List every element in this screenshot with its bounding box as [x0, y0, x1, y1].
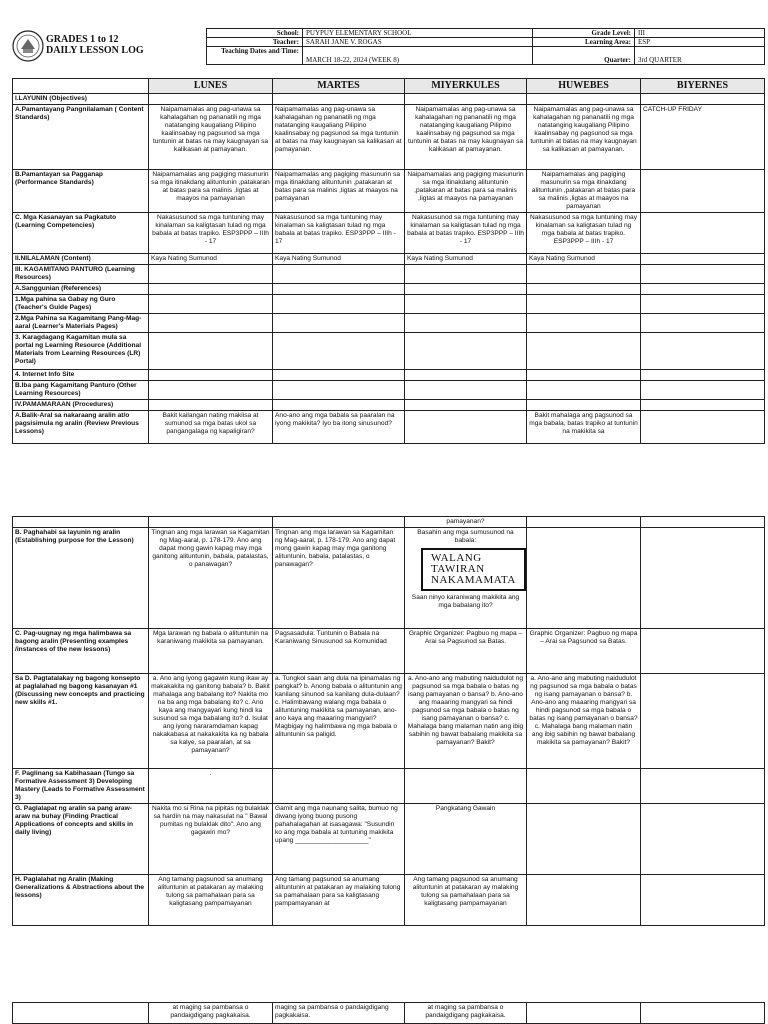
- sign-intro-text: Basahin ang mga sumusunod na babala:: [417, 529, 514, 544]
- table-row: [13, 400, 765, 411]
- lesson-cell-biyernes: [641, 875, 765, 926]
- lesson-cell-huwebes: Nakasusunod sa mga tuntuning may kinalaman sa kaligtasan tulad ng mga babala at batas trapiko. ESP3PPP – IIIh - 17: [527, 213, 641, 254]
- lesson-cell-miyerkules: [405, 295, 527, 314]
- lesson-cell-lunes: [149, 295, 273, 314]
- table-row: [13, 1003, 765, 1024]
- day-header-biyernes: BIYERNES: [641, 79, 765, 94]
- lesson-cell-martes: [273, 400, 405, 411]
- lesson-cell-lunes: [149, 370, 273, 381]
- table-row: [13, 381, 765, 400]
- lesson-cell-miyerkules: Naipamamalas ang pagiging masunurin sa mga itinakdang alituntunin ,patakaran at batas para sa malinis ,ligtas at maayos na pamayanan: [405, 170, 527, 213]
- table-row: [13, 629, 765, 674]
- lesson-table-page-3: [12, 1002, 764, 1024]
- row-label: 4. Internet Info Site: [13, 370, 149, 381]
- lesson-table-page-2: [12, 516, 764, 926]
- teacher-label: Teacher:: [207, 38, 303, 47]
- warning-sign-line: TAWIRAN: [431, 563, 485, 575]
- table-row: [13, 170, 765, 213]
- lesson-cell-miyerkules: Naipamamalas ang pag-unawa sa kahalagahan ng pananatili ng mga natatanging kaugaliang Pilipino kaalinsabay ng pagsunod sa mga tuntunin at batas na may kaugnayan sa kalikasan at pamayanan.: [405, 105, 527, 170]
- day-header-miyerkules: MIYERKULES: [405, 79, 527, 94]
- lesson-cell-biyernes: [641, 411, 765, 444]
- lesson-cell-miyerkules: [405, 381, 527, 400]
- row-label: G. Paglalapat ng aralin sa pang araw-araw na buhay (Finding Practical Applications of concepts and skills in daily living): [13, 804, 149, 875]
- quarter-value: 3rd QUARTER: [635, 47, 765, 65]
- lesson-cell-lunes: .: [149, 769, 273, 804]
- lesson-cell-miyerkules: [405, 94, 527, 105]
- row-label: [13, 1003, 149, 1024]
- lesson-cell-miyerkules: [405, 769, 527, 804]
- lesson-cell-miyerkules: pamayanan?: [405, 517, 527, 528]
- lesson-cell-huwebes: Naipamamalas ang pagiging masunurin sa mga itinakdang alituntunin ,patakaran at batas para sa malinis ,ligtas at maayos na pamayanan: [527, 170, 641, 213]
- lesson-cell-miyerkules: [405, 333, 527, 370]
- lesson-cell-martes: Nakasusunod sa mga tuntuning may kinalaman sa kaligtasan tulad ng mga babala at batas trapiko. ESP3PPP – IIIh - 17: [273, 213, 405, 254]
- table-row: [13, 94, 765, 105]
- table-row: [13, 105, 765, 170]
- lesson-cell-miyerkules: Nakasusunod sa mga tuntuning may kinalaman sa kaligtasan tulad ng mga babala at batas trapiko. ESP3PPP – IIIh - 17: [405, 213, 527, 254]
- lesson-cell-huwebes: [527, 284, 641, 295]
- title-line-2: DAILY LESSON LOG: [46, 45, 144, 56]
- lesson-cell-lunes: Tingnan ang mga larawan sa Kagamitan ng Mag-aaral, p. 178-179. Ano ang dapat mong gawin kapag may mga ganitong alituntunin, babala, patalastas, o panawagan?: [149, 528, 273, 629]
- lesson-cell-lunes: Nakita mo si Rina na pipitas ng bulaklak sa hardin na may nakasulat na " Bawal pumitas ng bulaklak dito". Ano ang gagawin mo?: [149, 804, 273, 875]
- lesson-cell-miyerkules: [405, 528, 527, 629]
- lesson-cell-huwebes: Naipamamalas ang pag-unawa sa kahalagahan ng pananatili ng mga natatanging kaugaliang Pilipino kaalinsabay ng pagsunod sa mga tuntunin at batas na may kaugnayan sa kalikasan at pamayanan.: [527, 105, 641, 170]
- lesson-cell-biyernes: [641, 295, 765, 314]
- lesson-cell-miyerkules: [405, 314, 527, 333]
- lesson-cell-martes: maging sa pambansa o pandaigdigang pagkakaisa.: [273, 1003, 405, 1024]
- dates-label: Teaching Dates and Time:: [207, 47, 303, 65]
- lesson-cell-huwebes: [527, 875, 641, 926]
- row-label: 2.Mga Pahina sa Kagamitang Pang-Mag-aaral (Learner's Materials Pages): [13, 314, 149, 333]
- lesson-cell-huwebes: [527, 1003, 641, 1024]
- lesson-cell-huwebes: [527, 381, 641, 400]
- row-label: C. Mga Kasanayan sa Pagkatuto (Learning Competencies): [13, 213, 149, 254]
- lesson-cell-lunes: Mga larawan ng babala o alituntunin na karaniwang makikita sa pamayanan.: [149, 629, 273, 674]
- table-row: [13, 769, 765, 804]
- school-value: PUYPUY ELEMENTARY SCHOOL: [303, 29, 533, 38]
- lesson-cell-huwebes: [527, 370, 641, 381]
- row-label: I.LAYUNIN (Objectives): [13, 94, 149, 105]
- area-label: Learning Area:: [533, 38, 635, 47]
- lesson-cell-lunes: Kaya Nating Sumunod: [149, 254, 273, 265]
- row-label: Sa D. Pagtatalakay ng bagong konsepto at paglalahad ng bagong kasanayan #1 (Discussing new concepts and practicing new skills #1.: [13, 674, 149, 769]
- lesson-cell-martes: a. Tungkol saan ang dula na ipinamalas ng pangkat? b. Anong babala o alituntunin ang kanilang sinunod sa kanilang dula-dulaan? c. Halimbawang walang mga babala o alituntuning makikita sa pamayanan, ano-ano kaya ang maaaring mangyari? Magbigay ng halimbawa ng mga babala o alituntunin sa paligid.: [273, 674, 405, 769]
- lesson-cell-lunes: Naipamamalas ang pag-unawa sa kahalagahan ng pananatili ng mga natatanging kaugaliang Pilipino kaalinsabay ng pagsunod sa mga tuntunin at batas na may kaugnayan sa kalikasan at pamayanan.: [149, 105, 273, 170]
- table-row: [13, 213, 765, 254]
- row-label: A.Balik-Aral sa nakaraang aralin at/o pagsisimula ng aralin (Review Previous Lessons): [13, 411, 149, 444]
- lesson-cell-martes: [273, 314, 405, 333]
- lesson-cell-huwebes: [527, 333, 641, 370]
- lesson-cell-biyernes: CATCH-UP FRIDAY: [641, 105, 765, 170]
- lesson-cell-huwebes: [527, 769, 641, 804]
- lesson-cell-martes: [273, 517, 405, 528]
- lesson-cell-martes: [273, 295, 405, 314]
- lesson-cell-lunes: [149, 94, 273, 105]
- lesson-cell-huwebes: [527, 295, 641, 314]
- lesson-cell-huwebes: a. Ano-ano ang mabuting naidudulot ng pagsunod sa mga babala o batas ng isang pamayanan o bansa? b. Ano-ano ang maaaring mangyari sa hindi pagsunod sa mga babala o batas ng isang pamayanan o bansa? c. Mahalaga bang malaman natin ang ibig sabihin ng bawat babalang makikita sa pamayanan? Bakit?: [527, 674, 641, 769]
- lesson-cell-martes: [273, 265, 405, 284]
- lesson-cell-biyernes: [641, 284, 765, 295]
- lesson-cell-lunes: at maging sa pambansa o pandaigdigang pagkakaisa.: [149, 1003, 273, 1024]
- lesson-cell-martes: Kaya Nating Sumunod: [273, 254, 405, 265]
- lesson-cell-martes: Ang tamang pagsunod sa anumang alituntunin at patakaran ay malaking tulong sa pamahalaan para sa kaligtasang pampamayanan at: [273, 875, 405, 926]
- table-row: [13, 674, 765, 769]
- lesson-table: [12, 78, 765, 444]
- warning-sign-line: WALANG: [431, 552, 482, 564]
- lesson-cell-huwebes: Bakit mahalaga ang pagsunod sa mga babala, batas trapiko at tuntunin na makikita sa: [527, 411, 641, 444]
- lesson-cell-biyernes: [641, 314, 765, 333]
- lesson-cell-miyerkules: [405, 284, 527, 295]
- day-header-lunes: LUNES: [149, 79, 273, 94]
- lesson-cell-miyerkules: [405, 265, 527, 284]
- warning-sign-box: [421, 548, 526, 591]
- lesson-cell-lunes: [149, 284, 273, 295]
- document-title: [46, 34, 144, 56]
- day-header-martes: MARTES: [273, 79, 405, 94]
- deped-seal-icon: [12, 30, 44, 62]
- lesson-cell-biyernes: [641, 629, 765, 674]
- lesson-cell-biyernes: [641, 265, 765, 284]
- lesson-cell-martes: Pagsasadula: Tuntunin o Babala na Karaniwang Sinusunod sa Komunidad: [273, 629, 405, 674]
- lesson-cell-lunes: [149, 400, 273, 411]
- lesson-cell-martes: Naipamamalas ang pagiging masunurin sa mga itinakdang alituntunin ,patakaran at batas para sa malinis ,ligtas at maayos na pamayanan: [273, 170, 405, 213]
- area-value: ESP: [635, 38, 765, 47]
- lesson-cell-miyerkules: Pangkatang Gawain: [405, 804, 527, 875]
- warning-sign-line: NAKAMAMATA: [431, 574, 516, 586]
- lesson-cell-biyernes: [641, 381, 765, 400]
- table-row: [13, 370, 765, 381]
- school-label: School:: [207, 29, 303, 38]
- row-label: B. Paghahabi sa layunin ng aralin (Establishing purpose for the Lesson): [13, 528, 149, 629]
- lesson-cell-biyernes: [641, 370, 765, 381]
- lesson-cell-miyerkules: a. Ano-ano ang mabuting naidudulot ng pagsunod sa mga babala o batas ng isang pamayanan o bansa? b. Ano-ano ang maaaring mangyari sa hindi pagsunod sa mga babala o batas ng isang pamayanan o bansa? c. Mahalaga bang malaman natin ang ibig sabihin ng bawat babalang makikita sa pamayanan? Bakit?: [405, 674, 527, 769]
- lesson-cell-miyerkules: [405, 400, 527, 411]
- table-row: [13, 875, 765, 926]
- lesson-cell-miyerkules: [405, 370, 527, 381]
- lesson-cell-biyernes: [641, 400, 765, 411]
- table-row: [13, 804, 765, 875]
- lesson-cell-biyernes: [641, 333, 765, 370]
- lesson-log-header: [12, 28, 764, 70]
- table-row: [13, 517, 765, 528]
- quarter-label: Quarter:: [533, 47, 635, 65]
- lesson-cell-biyernes: [641, 804, 765, 875]
- lesson-cell-huwebes: Graphic Organizer: Pagbuo ng mapa – Arai sa Pagsunod sa Batas.: [527, 629, 641, 674]
- row-label: B.Iba pang Kagamitang Panturo (Other Learning Resources): [13, 381, 149, 400]
- lesson-cell-miyerkules: [405, 411, 527, 444]
- lesson-cell-martes: [273, 381, 405, 400]
- lesson-cell-biyernes: [641, 528, 765, 629]
- row-label: II.NILALAMAN (Content): [13, 254, 149, 265]
- row-label: A.Sanggunian (References): [13, 284, 149, 295]
- lesson-cell-huwebes: Kaya Nating Sumunod: [527, 254, 641, 265]
- lesson-cell-huwebes: [527, 314, 641, 333]
- row-label: H. Paglalahat ng Aralin (Making Generalizations & Abstractions about the lessons): [13, 875, 149, 926]
- lesson-cell-lunes: Bakit kailangan nating makiisa at sumunod sa mga batas ukol sa pangangalaga ng kapaligiran?: [149, 411, 273, 444]
- grade-value: III: [635, 29, 765, 38]
- row-label: 1.Mga pahina sa Gabay ng Guro (Teacher's Guide Pages): [13, 295, 149, 314]
- lesson-cell-lunes: Naipamamalas ang pagiging masunurin sa mga itinakdang alituntunin ,patakaran at batas para sa malinis ,ligtas at maayos na pamayanan: [149, 170, 273, 213]
- lesson-cell-huwebes: [527, 804, 641, 875]
- row-label: [13, 517, 149, 528]
- lesson-cell-biyernes: [641, 517, 765, 528]
- lesson-cell-martes: Naipamamalas ang pag-unawa sa kahalagahan ng pananatili ng mga natatanging kaugaliang Pilipino kaalinsabay ng pagsunod sa mga tuntunin at batas na may kaugnayan sa kalikasan at pamayanan.: [273, 105, 405, 170]
- table-row: [13, 333, 765, 370]
- day-header-huwebes: HUWEBES: [527, 79, 641, 94]
- table-row: [13, 314, 765, 333]
- lesson-cell-biyernes: [641, 254, 765, 265]
- row-label: F. Paglinang sa Kabihasaan (Tungo sa Formative Assessment 3) Developing Mastery (Leads to Formative Assessment 3): [13, 769, 149, 804]
- table-row: [13, 284, 765, 295]
- lesson-cell-huwebes: [527, 94, 641, 105]
- dates-value: MARCH 18-22, 2024 (WEEK 8): [303, 47, 533, 65]
- lesson-cell-huwebes: [527, 400, 641, 411]
- lesson-cell-miyerkules: Graphic Organizer: Pagbuo ng mapa – Arai sa Pagsunod sa Batas.: [405, 629, 527, 674]
- lesson-cell-martes: [273, 333, 405, 370]
- table-row: [13, 265, 765, 284]
- row-label: 3. Karagdagang Kagamitan mula sa portal ng Learning Resource (Additional Materials from Learning Resources (LR) Portal): [13, 333, 149, 370]
- row-label: C. Pag-uugnay ng mga halimbawa sa bagong aralin (Presenting examples /instances of the new lessons): [13, 629, 149, 674]
- lesson-cell-biyernes: [641, 213, 765, 254]
- lesson-cell-biyernes: [641, 170, 765, 213]
- row-label: IV.PAMAMARAAN (Procedures): [13, 400, 149, 411]
- lesson-cell-lunes: [149, 381, 273, 400]
- lesson-cell-biyernes: [641, 674, 765, 769]
- lesson-cell-miyerkules: at maging sa pambansa o pandaigdigang pagkakaisa.: [405, 1003, 527, 1024]
- lesson-cell-martes: [273, 284, 405, 295]
- sign-question-text: Saan ninyo karaniwang makikita ang mga babalang ito?: [411, 594, 520, 609]
- lesson-cell-lunes: [149, 517, 273, 528]
- blank-header-cell: [13, 79, 149, 94]
- grade-label: Grade Level:: [533, 29, 635, 38]
- lesson-cell-lunes: [149, 265, 273, 284]
- lesson-cell-lunes: Nakasusunod sa mga tuntuning may kinalaman sa kaligtasan tulad ng mga babala at batas trapiko. ESP3PPP – IIIh - 17: [149, 213, 273, 254]
- lesson-cell-lunes: [149, 333, 273, 370]
- lesson-cell-huwebes: [527, 528, 641, 629]
- row-label: A.Pamantayang Pangnilalaman ( Content Standards): [13, 105, 149, 170]
- table-row: [13, 295, 765, 314]
- lesson-cell-martes: [273, 94, 405, 105]
- row-label: B.Pamantayan sa Pagganap (Performance Standards): [13, 170, 149, 213]
- lesson-cell-martes: Tingnan ang mga larawan sa Kagamitan ng Mag-aaral, p. 178-179. Ano ang dapat mong gawin kapag may mga ganitong alituntunin, babala, patalastas, o panawagan?: [273, 528, 405, 629]
- lesson-cell-martes: [273, 769, 405, 804]
- lesson-cell-biyernes: [641, 1003, 765, 1024]
- lesson-cell-biyernes: [641, 94, 765, 105]
- teacher-value: SARAH JANE V. ROGAS: [303, 38, 533, 47]
- lesson-cell-miyerkules: Ang tamang pagsunod sa anumang alituntunin at patakaran ay malaking tulong sa pamahalaan para sa kaligtasang pampamayanan: [405, 875, 527, 926]
- title-line-1: GRADES 1 to 12: [46, 34, 119, 45]
- lesson-cell-huwebes: [527, 265, 641, 284]
- lesson-cell-martes: Gamit ang mga naunang salita, bumuo ng diwang iyong buong pusong pahahalagahan at isasagawa: "Susundin ko ang mga babala at tuntuning makikita upang ____________________": [273, 804, 405, 875]
- lesson-cell-martes: [273, 370, 405, 381]
- lesson-table-page-1: [12, 78, 764, 444]
- lesson-cell-huwebes: [527, 517, 641, 528]
- lesson-table-continued-2: [12, 1002, 765, 1024]
- lesson-cell-martes: Ano-ano ang mga babala sa paaralan na iyong makikita? Iyo ba itong sinusunod?: [273, 411, 405, 444]
- lesson-table-continued: [12, 516, 765, 926]
- lesson-cell-biyernes: [641, 769, 765, 804]
- table-row: [13, 411, 765, 444]
- lesson-cell-lunes: [149, 314, 273, 333]
- table-row: [13, 528, 765, 629]
- lesson-cell-miyerkules: Kaya Nating Sumunod: [405, 254, 527, 265]
- school-info-table: [206, 28, 765, 65]
- lesson-cell-lunes: a. Ano ang iyong gagawin kung ikaw ay makakakita ng ganitong babala? b. Bakit mahalaga ang babalang ito? Nakita mo na ba ang mga babalang ito? c. Ano kaya ang mangyayari kung hindi ka susunod sa mga babalang ito? d. Isulat ang iyong nararamdaman kapag nakakabasa at nakakakita ka ng babala sa kalye, sa paaralan, at sa pamayanan?: [149, 674, 273, 769]
- table-row: [13, 254, 765, 265]
- row-label: III. KAGAMITANG PANTURO (Learning Resources): [13, 265, 149, 284]
- lesson-cell-lunes: Ang tamang pagsunod sa anumang alituntunin at patakaran ay malaking tulong sa pamahalaan para sa kaligtasang pampamayanan: [149, 875, 273, 926]
